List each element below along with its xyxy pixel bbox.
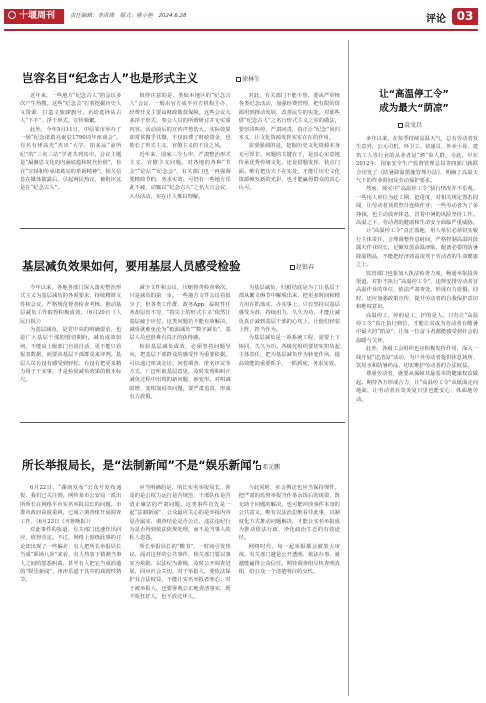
article-2-paragraph: 今年以来，各地各部门深入落实整治形式主义为基层减负的各项要求，持续精简文件和会议，严格规范督查检查考核，推动基层减负工作取得积极成效。（6月20日《人民日报》） <box>20 285 122 325</box>
article-3-body <box>20 484 340 696</box>
sidebar-title-line: 成为最大“荫凉” <box>379 103 449 114</box>
article-3-column <box>129 484 230 696</box>
page-number: 03 <box>452 8 478 25</box>
byline-box-icon <box>256 465 261 470</box>
byline-box-icon <box>398 123 403 128</box>
article-3-byline <box>256 462 280 471</box>
sidebar-paragraph: 然而，现实中“高温停工令”执行情况并不乐观。一些用人单位为赶工期、抢进度，对相关规定置若罔闻，让劳动者顶着烈日连续作业；一些劳动者为了多挣钱，也主动放弃休息，冒着中暑的风险坚持工作。高温之下，劳动者的健康和生命安全面临严重威胁。 <box>356 186 478 227</box>
sidebar-paragraph: 此外，各级工会组织也应积极发挥作用，深入一线开展“送清凉”活动，为户外劳动者提供休息场所、饮用水和防暑药品，切实维护劳动者的合法权益。 <box>356 346 478 369</box>
article-2-column <box>129 284 230 410</box>
article-divider <box>20 422 345 423</box>
article-1-byline <box>236 74 260 83</box>
article-2-author: 赵银春 <box>296 264 315 271</box>
brand-name: 十堰周刊 <box>19 11 56 21</box>
editor-credit: 责任编辑：李洪锦 <box>70 13 115 19</box>
sidebar-title-line: 让“高温停工令” <box>379 89 449 100</box>
sidebar-byline <box>398 120 422 129</box>
sidebar-paragraph: 让“高温停工令”真正落地，用人单位必须切实履行主体责任，合理调整作息时间，严格控制高温时段露天作业时长，足额发放高温津贴，配备必要的防暑降温物品，不能把经济效益凌驾于劳动者的生命健康之上。 <box>356 228 478 269</box>
article-2-paragraph: 减少文件和会议、压缩督查检查频次，只是减负的第一步。一些地方文件会议看似少了，但各类工作群、政务App、临时性任务却层出不穷，“指尖上的形式主义”依然让基层疲于应付。这类问题若不能有效解决，减负就难免沦为“纸面减负”“数字减负”，基层人员也很难有真正的获得感。 <box>129 285 231 342</box>
article-2-column <box>20 284 121 410</box>
article-3-paragraph: 对此事件的报道，有关部门迅速作出回应，值得肯定。不过，网络上围绕此事的讨论却出现了一些偏差：有人把所长举报局长当成“职场八卦”来看，有人热衷于猜测当事人之间的恩怨纠葛，甚至有人把它当成消遣的“娱乐新闻”，津津乐道于其中的戏剧性情节。 <box>20 527 122 584</box>
editor-credits <box>70 11 191 19</box>
article-1-paragraph: 近年来，国家三令五申，严肃整治形式主义、官僚主义问题。对各地的各种“节会”“论坛”“纪念会”，有关部门也一再强调要精简节约、务求实效。可仍有一些地方乐此不疲，动辄以“纪念古人”之名大兴会议、大办活动，实在让人难以理解。 <box>129 151 231 200</box>
header-rule <box>4 29 478 31</box>
sidebar-author: 袁文昌 <box>404 122 423 129</box>
article-divider <box>20 228 345 229</box>
issue-date: 2024.6.28 <box>158 13 187 19</box>
article-1-column <box>20 92 121 215</box>
article-1-body <box>20 92 340 215</box>
article-3-author: 邓元鹏 <box>262 464 281 471</box>
article-2-title[interactable]: 基层减负效果如何，要用基层人员感受检验 <box>22 259 241 273</box>
article-1-paragraph: 此外，今年5月11日，中原某市举办了一场“纪念诸葛亮诞辰1790周年座谈会”。有名有律高光“杰出”大学，拍多品“前所纪”的“三名三站”学者共列其中。会议主题是“凝聚思文化的内涵底蕴和时代价值”，旨在“宣扬和传承诸葛亮的革新精神”。相关信息在媒体披露后，引起网民热议，被批评这是在“纪念古人”。 <box>20 126 122 192</box>
sidebar-paragraph: 高温停工，停的是工，护的是人。只有让“高温停工令”真正执行到位，才能让其成为劳动者在酷暑中最大的“荫凉”，让每一位奋斗者都能感受到社会的温暖与关怀。 <box>356 312 478 344</box>
article-3-column <box>239 484 340 696</box>
section-name: 评论 <box>426 14 446 25</box>
sidebar-paragraph: 监管部门也要加大执法检查力度，畅通举报投诉渠道，对拒不执行“高温停工令”、违规安排劳动者冒高温作业的单位，依法严肃查处，形成有力震慑。同时，还应加强政策宣传，提升劳动者的自我保护意识和维权意识。 <box>356 270 478 311</box>
article-2-paragraph: 为基层减负，是党中央的明确要求，也是广大基层干部的殷切期盼。减负成效如何，不能由上级部门自说自话，更不能只看报表数据，而要由基层干部群众来评判。基层人员有没有感受到轻松、有没有把更多精力用于干实事，才是检验减负效果的根本标尺。 <box>20 327 122 384</box>
article-1-title[interactable]: 岂容名目“纪念古人”也是形式主义 <box>22 71 199 85</box>
article-3-paragraph: 应当明确的是，所长实名举报局长，涉及的是公权力运行是否规范、干部队伍是否清正廉洁的严肃问题。这类事件首先是一起“法制新闻”，公众最应关心的是举报内容是否属实、调查结论是否公正、违法违纪行为是否得到依法依规处理，而不是当事人的私人恩怨。 <box>129 485 231 542</box>
sidebar-paragraph: 尊重劳动者，就要从保障其最基本的健康权益做起。期待各方形成合力，让“高温停工令”从纸面走向地面，让劳动者在炎炎夏日里也能安心、体面地劳动。 <box>356 371 478 403</box>
article-2-column <box>239 284 340 410</box>
article-1-paragraph: 值得注意的是，类似本地区的“纪念古人”会议，一般由官方或半官方机构主办，经费开支主要由财政拨款保障。这些会议大多浮于形式，参会人员的所谓研讨并无实质内容。活动前后的宣传声势浩大，实际效果却常常微乎其微，不仅浪费了财政资金，也助长了形式主义、官僚主义的不良之风。 <box>129 93 231 150</box>
article-3-title[interactable]: 所长举报局长，是“法制新闻”不是“娱乐新闻” <box>22 458 260 472</box>
layout-credit: 版式：熊小艳 <box>119 13 153 19</box>
article-2-paragraph: 检验基层减负成效，必须坚持问题导向，把基层干部群众的感受作为重要依据。可以通过座谈走访、问卷调查、匿名评议等方式，广泛听取基层意见，及时发现和纠正减负过程中出现的新问题、新变形。对明减暗增、变相加码等问题，要严肃追责，形成有力震慑。 <box>129 343 231 401</box>
article-2-byline <box>290 262 314 271</box>
article-3-paragraph: 所长举报局长的“檄书”，一时间引发热议。面对这样的公共事件，相关部门要以事实为依据、以法纪为准绳，及时公开调查进展，回应社会关切。对于举报人，要依法保护其合法权益，不能让实名举报者寒心；对于被举报人，也要客观公正地查清事实，既不冤枉好人，也不放过坏人。 <box>129 543 231 601</box>
sidebar-title[interactable] <box>352 88 476 116</box>
article-3-paragraph: 与此同时，社会舆论也应当保持理性。把严肃的监督举报当作茶余饭后的谈资，既无助于问题的解决，也可能冲淡事件本身的公共意义。唯有以法治思维看待此事，以制度化方式推动问题解决，才能让实名举报成为推动依法行政、净化政治生态的有效途径。 <box>238 485 340 542</box>
sidebar-body <box>356 135 478 695</box>
byline-box-icon <box>236 77 241 82</box>
article-3-column <box>20 484 121 696</box>
article-1-paragraph: 近年来，一些地方“纪念古人”的会议多次产生热搜。这些“纪念会”打着挖掘历史人文资源、打造文旅IP旗号，名给选择从古人“下手”，浮于形式，宣传频繁。 <box>20 93 122 125</box>
masthead <box>0 0 486 34</box>
article-3-paragraph: 6月22日，“湖南发布”公众号发布通报：我们已关注到，网传某市公安局一派出所所长在网络平台实名举报局长的问题。市委市政府高度重视，已成立调查组开展调查工作。（6月23日《齐鲁晚报》） <box>20 485 122 525</box>
article-1-column <box>129 92 230 215</box>
byline-box-icon <box>290 265 295 270</box>
article-2-body <box>20 284 340 410</box>
article-1-author: 徐林生 <box>242 76 261 83</box>
article-1-column <box>239 92 340 215</box>
sidebar-paragraph: 多年以来，在每季持续高温天气，总有劳动者发生意外。公元司机、环卫工、快递员、外卖小哥、建筑工人等行业的从业者是“烤”验人群。为此，早在2012年，国家安全生产监督管理总局等四部门就联合印发了《防暑降温措施管理办法》，明确了高温天气下的作业时间及劳动保护要求。 <box>356 136 478 185</box>
newspaper-logo-icon <box>8 11 16 19</box>
sidebar-rule <box>348 40 349 696</box>
brand-badge <box>4 9 64 24</box>
article-2-paragraph: 为基层减负是一项系统工程，需要上下协同、久久为功。各级党组织要切实担负起主体责任，把为基层减负作为转变作风、提高效能的重要抓手，一抓到底，务求实效。 <box>238 335 340 367</box>
article-3-paragraph: 网络时代，每一起举报都会被放大审视。有关部门越是公开透明、依法办事，就越能赢得公众信任。期待调查组尽快查明真相，给公众一个清楚明白的交代。 <box>238 543 340 576</box>
article-1-paragraph: 需要强调的是，挖掘历史文化资源本身无可厚非。问题的关键在于，是真心实意地传承优秀传统文化，还是借题发挥、装点门面。唯有把功夫下在实处，才能让历史文化资源焕发新的光彩，也才能赢得群众的真心认可。 <box>238 143 340 192</box>
article-1-paragraph: 对此，有关部门不能不察。要从严审核各类纪念活动，加强经费管理，把有限的资源用到推动发展、改善民生的实处。对那些借“纪念古人”之名行形式主义之实的做法，要坚决叫停、严肃问责，真正让“纪念”回归本义，让文化资源发挥实实在在的作用。 <box>238 93 340 142</box>
article-2-paragraph: 为基层减负，归根结底是为了让基层干部从繁文缛节中解脱出来，把更多时间和精力用在抓落实、办实事上。只有坚持以基层感受为准，持续用力、久久为功，才能让减负真正减到基层干部的心坎上，让他们轻装上阵、担当作为。 <box>238 285 340 334</box>
